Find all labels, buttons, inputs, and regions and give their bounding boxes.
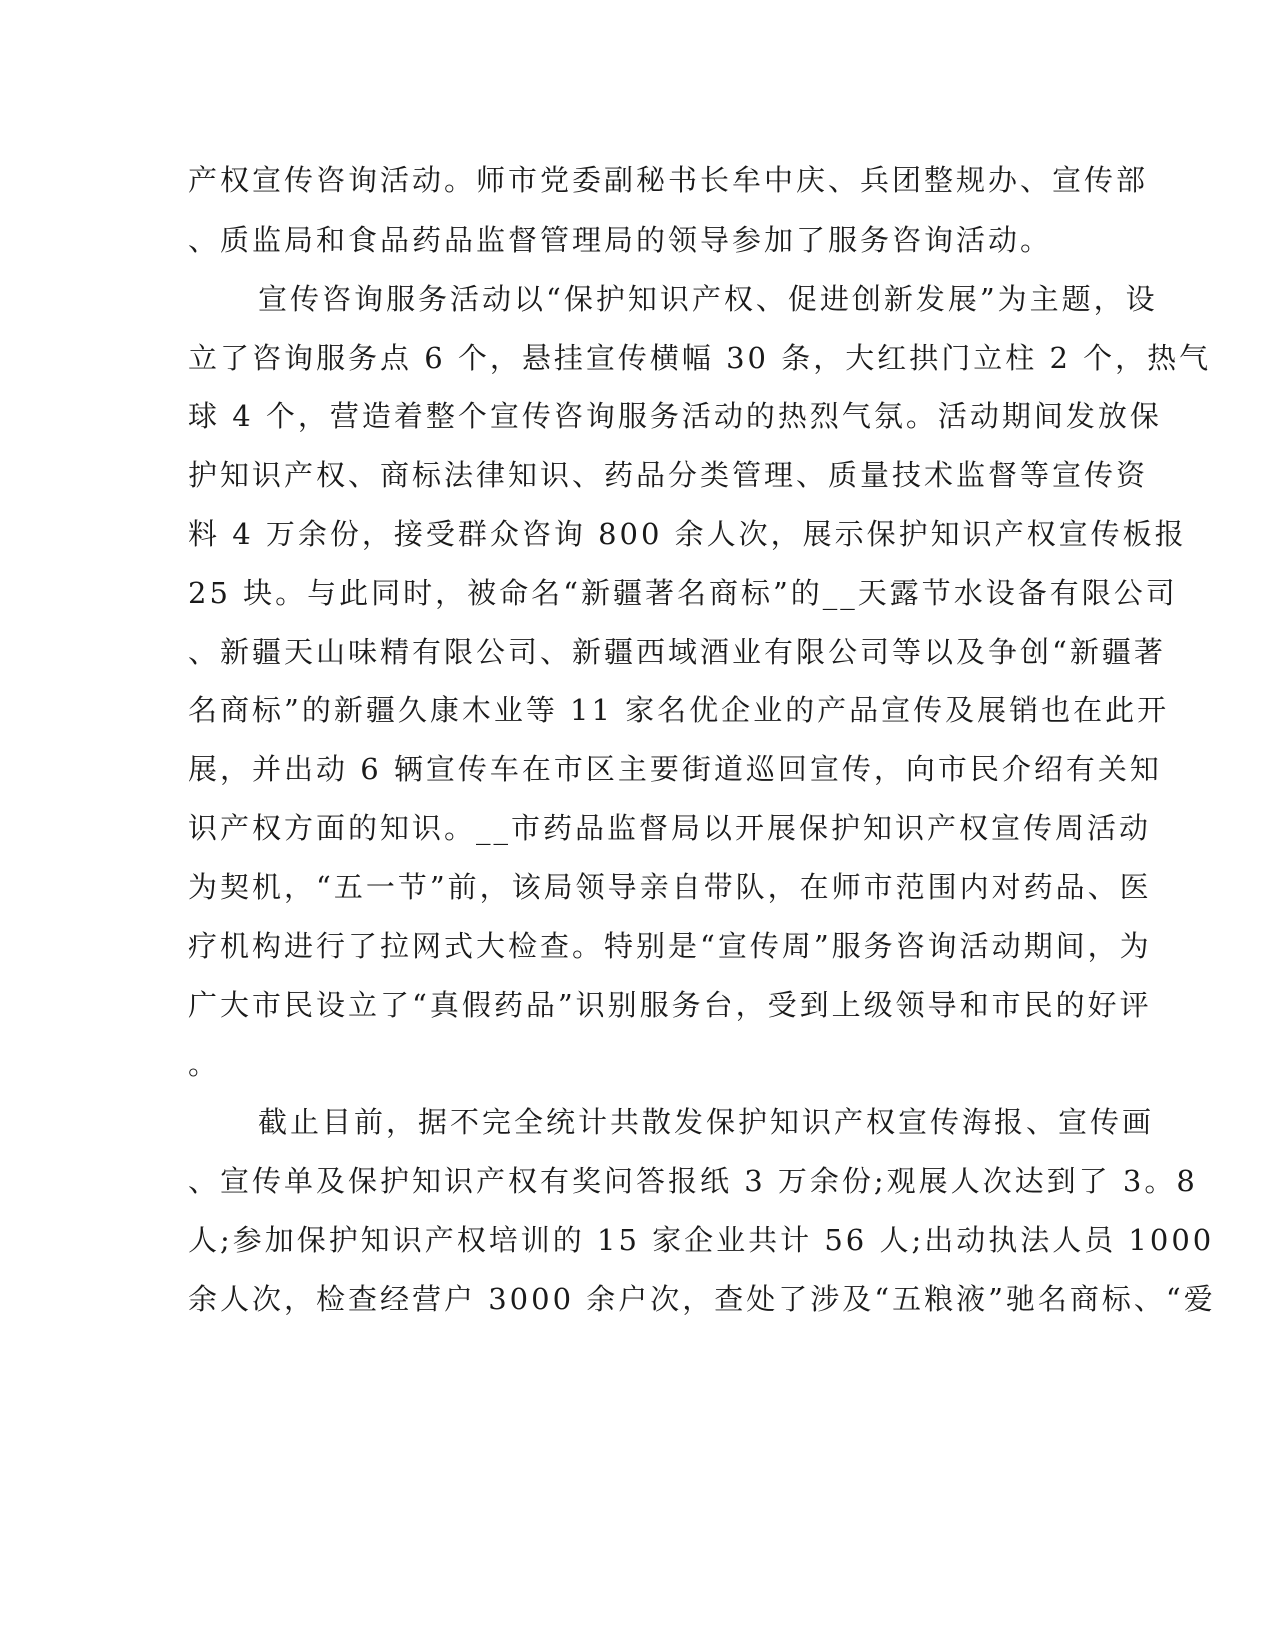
paragraph-line: 。 [188,1047,221,1081]
paragraph-line: 为契机，“五一节”前，该局领导亲自带队，在师市范围内对药品、医 [188,870,1152,904]
paragraph-line: 识产权方面的知识。__市药品监督局以开展保护知识产权宣传周活动 [188,811,1152,845]
paragraph-line: 人;参加保护知识产权培训的 15 家企业共计 56 人;出动执法人员 1000 [188,1223,1215,1257]
paragraph-line: 料 4 万余份，接受群众咨询 800 余人次，展示保护知识产权宣传板报 [188,517,1187,551]
paragraph-line: 、质监局和食品药品监督管理局的领导参加了服务咨询活动。 [188,223,1053,257]
paragraph-line: 球 4 个，营造着整个宣传咨询服务活动的热烈气氛。活动期间发放保 [188,399,1162,433]
paragraph-line: 疗机构进行了拉网式大检查。特别是“宣传周”服务咨询活动期间，为 [188,929,1152,963]
paragraph-line: 展，并出动 6 辆宣传车在市区主要街道巡回宣传，向市民介绍有关知 [188,752,1162,786]
paragraph-line: 宣传咨询服务活动以“保护知识产权、促进创新发展”为主题，设 [258,282,1158,316]
paragraph-line: 名商标”的新疆久康木业等 11 家名优企业的产品宣传及展销也在此开 [188,693,1170,727]
paragraph-line: 立了咨询服务点 6 个，悬挂宣传横幅 30 条，大红拱门立柱 2 个，热气 [188,341,1212,375]
paragraph-line: 产权宣传咨询活动。师市党委副秘书长牟中庆、兵团整规办、宣传部 [188,163,1149,197]
paragraph-line: 余人次，检查经营户 3000 余户次，查处了涉及“五粮液”驰名商标、“爱 [188,1282,1216,1316]
paragraph-line: 、宣传单及保护知识产权有奖问答报纸 3 万余份;观展人次达到了 3。8 [188,1164,1198,1198]
paragraph-line: 25 块。与此同时，被命名“新疆著名商标”的__天露节水设备有限公司 [188,576,1178,610]
paragraph-line: 、新疆天山味精有限公司、新疆西域酒业有限公司等以及争创“新疆著 [188,635,1166,669]
paragraph-line: 护知识产权、商标法律知识、药品分类管理、质量技术监督等宣传资 [188,458,1149,492]
paragraph-line: 广大市民设立了“真假药品”识别服务台，受到上级领导和市民的好评 [188,988,1152,1022]
paragraph-line: 截止目前，据不完全统计共散发保护知识产权宣传海报、宣传画 [258,1105,1155,1139]
